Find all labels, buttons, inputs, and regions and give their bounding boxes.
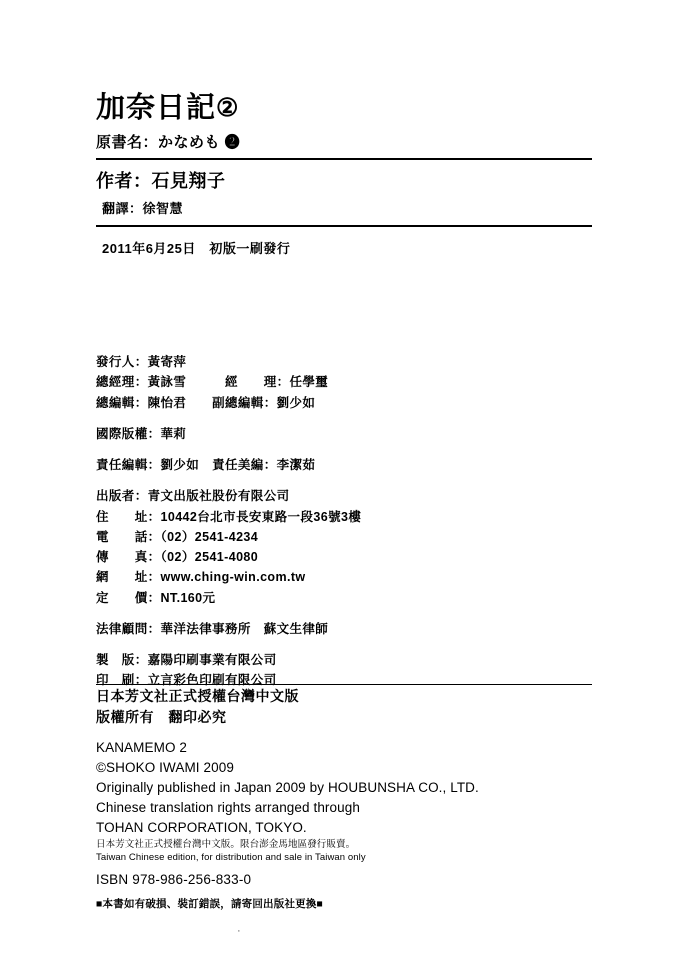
- publisher-line: 出版者：青文出版社股份有限公司: [96, 489, 290, 504]
- divider-author: [96, 225, 592, 227]
- international-rights: 國際版權：華莉: [96, 426, 187, 441]
- original-title: 原書名：かなめも ❷: [96, 134, 241, 152]
- plate-making-line: 製 版：嘉陽印刷事業有限公司: [96, 653, 277, 667]
- author-section: [96, 167, 596, 217]
- publication-date: 2011年6月25日 初版一刷發行: [102, 241, 291, 257]
- volume-number: ②: [216, 94, 240, 122]
- english-agent: TOHAN CORPORATION, TOKYO.: [96, 819, 307, 835]
- english-rights: Chinese translation rights arranged through: [96, 799, 360, 815]
- english-origin: Originally published in Japan 2009 by HOUBUNSHA CO., LTD.: [96, 779, 479, 795]
- translator-line: 翻譯：徐智慧: [102, 201, 184, 217]
- price-line: 定 價：NT.160元: [96, 590, 216, 605]
- title-block: [96, 92, 596, 152]
- staff-row: 總編輯：陳怡君 副總編輯：劉少如: [96, 395, 316, 410]
- copyright-reserved-line: 版權所有 翻印必究: [96, 709, 227, 725]
- title-text: 加奈日記: [96, 92, 217, 124]
- english-title: KANAMEMO 2: [96, 740, 188, 755]
- author-line: 作者：石見翔子: [96, 171, 226, 192]
- isbn-line: ISBN 978-986-256-833-0: [96, 872, 252, 887]
- staff-row: 總經理：黃詠雪 經 理：任學璽: [96, 375, 329, 390]
- english-copyright: ©SHOKO IWAMI 2009: [96, 759, 234, 775]
- fax-line: 傳 真：（02）2541-4080: [96, 550, 259, 564]
- website-line: 網 址：www.ching-win.com.tw: [96, 570, 306, 585]
- editors-line: 責任編輯：劉少如 責任美編：李潔茹: [96, 458, 316, 472]
- staff-section: [96, 352, 596, 691]
- staff-row: 發行人：黃寄萍: [96, 355, 187, 369]
- replacement-note: ■本書如有破損、裝訂錯誤，請寄回出版社更換■: [96, 898, 324, 910]
- distribution-note: [96, 838, 366, 864]
- distribution-note-en: Taiwan Chinese edition, for distribution and sale in Taiwan only: [96, 852, 366, 864]
- phone-line: 電 話：（02）2541-4234: [96, 529, 259, 544]
- legal-counsel-line: 法律顧問：華洋法律事務所 蘇文生律師: [96, 621, 329, 636]
- license-section: [96, 686, 299, 728]
- distribution-note-zh: 日本芳文社正式授權台灣中文版。限台澎金馬地區發行販賣。: [96, 839, 356, 850]
- title-section: [96, 92, 596, 257]
- page-title: [96, 92, 596, 125]
- dot-mark: ·: [237, 925, 241, 937]
- english-credits: [96, 738, 479, 838]
- divider-colophon: [96, 684, 592, 685]
- license-line: 日本芳文社正式授權台灣中文版: [96, 688, 299, 704]
- address-line: 住 址：10442台北市長安東路一段36號3樓: [96, 509, 362, 524]
- divider-top: [96, 158, 592, 160]
- printing-line: 印 刷：立言彩色印刷有限公司: [96, 673, 277, 688]
